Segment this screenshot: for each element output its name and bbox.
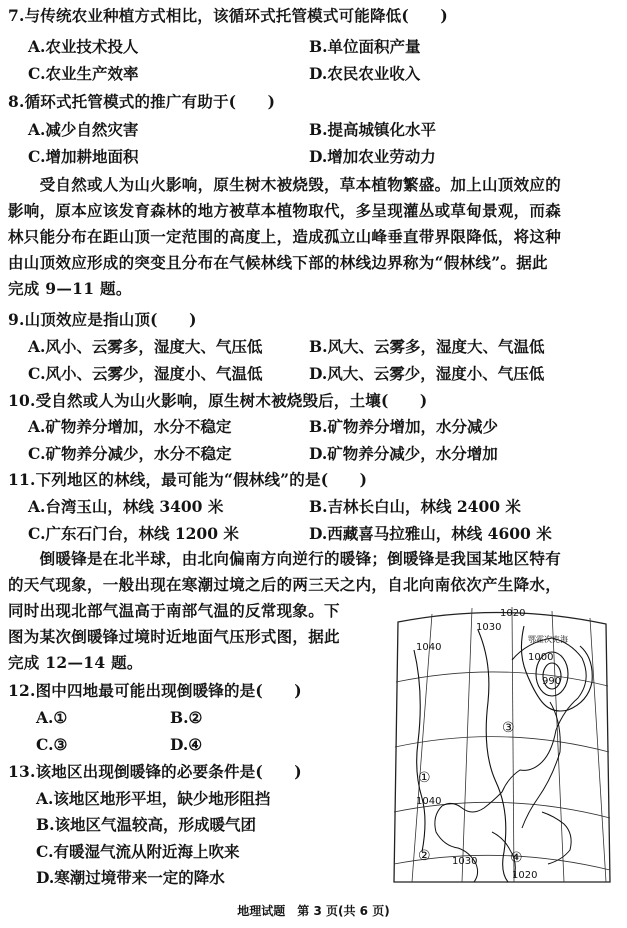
passage-line: 完成 12—14 题。 <box>8 653 143 672</box>
isobar-label-1040: 1040 <box>416 642 442 653</box>
isobar-label-1030: 1030 <box>476 622 502 633</box>
isobar-label-990: 990 <box>542 676 562 687</box>
question-10-stem: 10.受自然或人为山火影响，原生树木被烧毁后，土壤( ) <box>8 391 428 410</box>
marker-3: ③ <box>502 720 515 736</box>
q12-option-b: B.② <box>170 708 203 727</box>
sea-label: 鄂霍次克海 <box>528 635 568 644</box>
q12-option-a: A.① <box>36 708 68 727</box>
q9-option-b: B.风大、云雾多，湿度大、气温低 <box>309 337 545 356</box>
q13-option-b: B.该地区气温较高，形成暖气团 <box>36 815 256 834</box>
passage-line: 受自然或人为山火影响，原生树木被烧毁，草本植物繁盛。加上山顶效应的 <box>8 175 562 194</box>
question-9-stem: 9.山顶效应是指山顶( ) <box>8 310 197 329</box>
question-8-stem: 8.循环式托管模式的推广有助于( ) <box>8 92 276 111</box>
q11-option-b: B.吉林长白山，林线 2400 米 <box>309 497 521 516</box>
q8-option-c: C.增加耕地面积 <box>28 147 139 166</box>
q11-option-a: A.台湾玉山，林线 3400 米 <box>28 497 224 516</box>
q11-option-d: D.西藏喜马拉雅山，林线 4600 米 <box>309 524 552 543</box>
q9-option-c: C.风小、云雾少，湿度小、气温低 <box>28 364 263 383</box>
isobar-label-1040-south: 1040 <box>416 796 442 807</box>
isobar-label-1000: 1000 <box>528 652 554 663</box>
q8-option-a: A.减少自然灾害 <box>28 120 139 139</box>
q13-option-d: D.寒潮过境带来一定的降水 <box>36 868 225 887</box>
question-12-stem: 12.图中四地最可能出现倒暖锋的是( ) <box>8 681 302 700</box>
isobar-label-1020: 1020 <box>500 608 526 619</box>
q7-option-c: C.农业生产效率 <box>28 64 139 83</box>
isobar-label-1020-south: 1020 <box>512 870 538 881</box>
q7-option-a: A.农业技术投人 <box>28 37 139 56</box>
passage-line: 倒暖锋是在北半球，由北向偏南方向逆行的暖锋；倒暖锋是我国某地区特有 <box>8 549 562 568</box>
q8-option-b: B.提高城镇化水平 <box>309 120 436 139</box>
passage-line: 同时出现北部气温高于南部气温的反常现象。下 <box>8 601 340 620</box>
q10-option-a: A.矿物养分增加，水分不稳定 <box>28 417 232 436</box>
passage-line: 影响，原本应该发育森林的地方被草本植物取代，多呈现灌丛或草甸景观，而森 <box>8 201 562 220</box>
q13-option-a: A.该地区地形平坦，缺少地形阻挡 <box>36 789 271 808</box>
q8-option-d: D.增加农业劳动力 <box>309 147 436 166</box>
isobar-label-1030-south: 1030 <box>452 856 478 867</box>
question-13-stem: 13.该地区出现倒暖锋的必要条件是( ) <box>8 762 302 781</box>
question-11-stem: 11.下列地区的林线，最可能为“假林线”的是( ) <box>8 470 368 489</box>
passage-line: 由山顶效应形成的突变且分布在气候林线下部的林线边界称为“假林线”。据此 <box>8 253 548 272</box>
q9-option-a: A.风小、云雾多，湿度大、气压低 <box>28 337 263 356</box>
marker-1: ① <box>418 770 431 786</box>
marker-4: ④ <box>510 850 523 866</box>
q11-option-c: C.广东石门台，林线 1200 米 <box>28 524 239 543</box>
marker-2: ② <box>418 848 431 864</box>
pressure-map-figure <box>392 602 612 884</box>
q12-option-c: C.③ <box>36 735 68 754</box>
q10-option-b: B.矿物养分增加，水分减少 <box>309 417 498 436</box>
passage-line: 林只能分布在距山顶一定范围的高度上，造成孤立山峰垂直带界限降低，将这种 <box>8 227 562 246</box>
passage-line: 的天气现象，一般出现在寒潮过境之后的两三天之内，自北向南依次产生降水， <box>8 575 562 594</box>
q12-option-d: D.④ <box>170 735 203 754</box>
q9-option-d: D.风大、云雾少，湿度小、气压低 <box>309 364 545 383</box>
q13-option-c: C.有暖湿气流从附近海上吹来 <box>36 842 240 861</box>
q7-option-d: D.农民农业收入 <box>309 64 421 83</box>
q10-option-c: C.矿物养分减少，水分不稳定 <box>28 444 232 463</box>
q7-option-b: B.单位面积产量 <box>309 37 421 56</box>
passage-9-11 <box>8 172 561 302</box>
passage-line: 图为某次倒暖锋过境时近地面气压形式图，据此 <box>8 627 340 646</box>
page-footer: 地理试题 第 3 页(共 6 页) <box>237 904 390 918</box>
question-7-stem: 7.与传统农业种植方式相比，该循环式托管模式可能降低( ) <box>8 6 448 25</box>
passage-line: 完成 9—11 题。 <box>8 279 132 298</box>
q10-option-d: D.矿物养分减少，水分增加 <box>309 444 498 463</box>
